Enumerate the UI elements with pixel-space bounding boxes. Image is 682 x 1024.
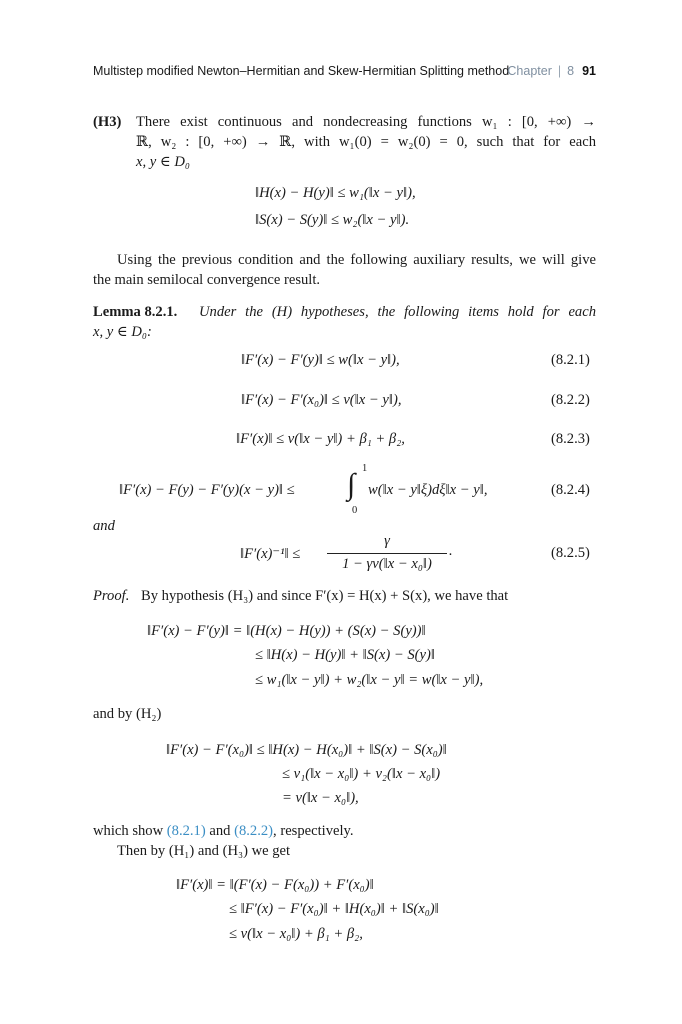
equation-ref-8-2-2[interactable]: (8.2.2) (234, 823, 274, 839)
which-show-text: which show (93, 823, 164, 839)
equation-number-8-2-3: (8.2.3) (551, 431, 590, 447)
which-show-respectively: , respectively. (273, 823, 354, 839)
h3-equation-2: ‖S(x) − S(y)‖ ≤ w₂(‖x − y‖). (255, 212, 410, 228)
proof-block-2-line-1: ‖F′(x) − F′(x₀)‖ ≤ ‖H(x) − H(x₀)‖ + ‖S(x) − S(x₀)‖ (166, 742, 447, 758)
h3-line-3: x, y ∈ D₀ (136, 154, 190, 170)
chapter-info (507, 64, 596, 78)
fraction-denominator: 1 − γv(‖x − x₀‖) (342, 556, 432, 572)
proof-block-2-line-2: ≤ v₁(‖x − x₀‖) + v₂(‖x − x₀‖) (282, 766, 441, 782)
proof-text: By hypothesis (H₃) and since F′(x) = H(x) + S(x), we have that (141, 588, 509, 604)
equation-number-8-2-4: (8.2.4) (551, 482, 590, 498)
running-title: Multistep modified Newton–Hermitian and Skew-Hermitian Splitting method (93, 64, 510, 78)
lemma-equation-8-2-4-left: ‖F′(x) − F(y) − F′(y)(x − y)‖ ≤ (119, 482, 295, 498)
proof-then-by: Then by (H₁) and (H₃) we get (117, 843, 291, 859)
intro-line-2: the main semilocal convergence result. (93, 272, 321, 288)
h3-line-1: There exist continuous and nondecreasing functions w₁ : [0, +∞) → (136, 114, 596, 130)
proof-block-1-line-1: ‖F′(x) − F′(y)‖ = ‖(H(x) − H(y)) + (S(x) − S(y))‖ (147, 623, 426, 639)
h3-line-2: ℝ, w₂ : [0, +∞) → ℝ, with w₁(0) = w₂(0) = 0, such that for each (136, 134, 596, 150)
lemma-label: Lemma 8.2.1. (93, 304, 178, 320)
proof-block-3-line-2: ≤ ‖F′(x) − F′(x₀)‖ + ‖H(x₀)‖ + ‖S(x₀)‖ (229, 901, 439, 917)
integral-upper-limit: 1 (362, 463, 368, 474)
intro-line-1: Using the previous condition and the following auxiliary results, we will give (117, 252, 596, 268)
integral-sign-icon: ∫ (347, 468, 356, 501)
lemma-equation-8-2-1: ‖F′(x) − F′(y)‖ ≤ w(‖x − y‖), (241, 352, 400, 368)
lemma-equation-8-2-4-integrand: w(‖x − y‖ξ)dξ‖x − y‖, (368, 482, 488, 498)
h3-label: (H3) (93, 114, 122, 130)
proof-label: Proof. (93, 588, 130, 604)
proof-block-3-line-1: ‖F′(x)‖ = ‖(F′(x) − F(x₀)) + F′(x₀)‖ (176, 877, 374, 893)
lemma-statement-line-1: Under the (H) hypotheses, the following items hold for each (199, 304, 596, 320)
which-show-and: and (209, 823, 231, 839)
proof-which-show (93, 822, 354, 841)
running-header (93, 64, 596, 82)
lemma-statement-line-2: x, y ∈ D₀: (93, 324, 152, 340)
page-number: 91 (582, 64, 596, 78)
lemma-equation-8-2-3: ‖F′(x)‖ ≤ v(‖x − y‖) + β₁ + β₂, (236, 431, 405, 447)
equation-number-8-2-1: (8.2.1) (551, 352, 590, 368)
proof-block-1-line-3: ≤ w₁(‖x − y‖) + w₂(‖x − y‖ = w(‖x − y‖), (255, 672, 484, 688)
proof-block-1-line-2: ≤ ‖H(x) − H(y)‖ + ‖S(x) − S(y)‖ (255, 647, 435, 663)
chapter-label: Chapter (507, 64, 552, 78)
equation-ref-8-2-1[interactable]: (8.2.1) (166, 823, 206, 839)
header-separator: | (557, 64, 562, 78)
fraction-bar (327, 553, 447, 554)
proof-block-3-line-3: ≤ v(‖x − x₀‖) + β₁ + β₂, (229, 926, 363, 942)
lemma-and: and (93, 518, 115, 534)
fraction-period: . (449, 543, 453, 559)
proof-block-2-line-3: = v(‖x − x₀‖), (282, 790, 359, 806)
proof-and-by: and by (H₂) (93, 706, 162, 722)
equation-number-8-2-5: (8.2.5) (551, 545, 590, 561)
equation-number-8-2-2: (8.2.2) (551, 392, 590, 408)
lemma-equation-8-2-5-left: ‖F′(x)⁻¹‖ ≤ (240, 546, 301, 562)
chapter-number: 8 (567, 64, 575, 78)
integral-lower-limit: 0 (352, 505, 358, 516)
fraction-numerator: γ (384, 533, 390, 549)
h3-equation-1: ‖H(x) − H(y)‖ ≤ w₁(‖x − y‖), (255, 185, 416, 201)
lemma-equation-8-2-2: ‖F′(x) − F′(x₀)‖ ≤ v(‖x − y‖), (241, 392, 402, 408)
